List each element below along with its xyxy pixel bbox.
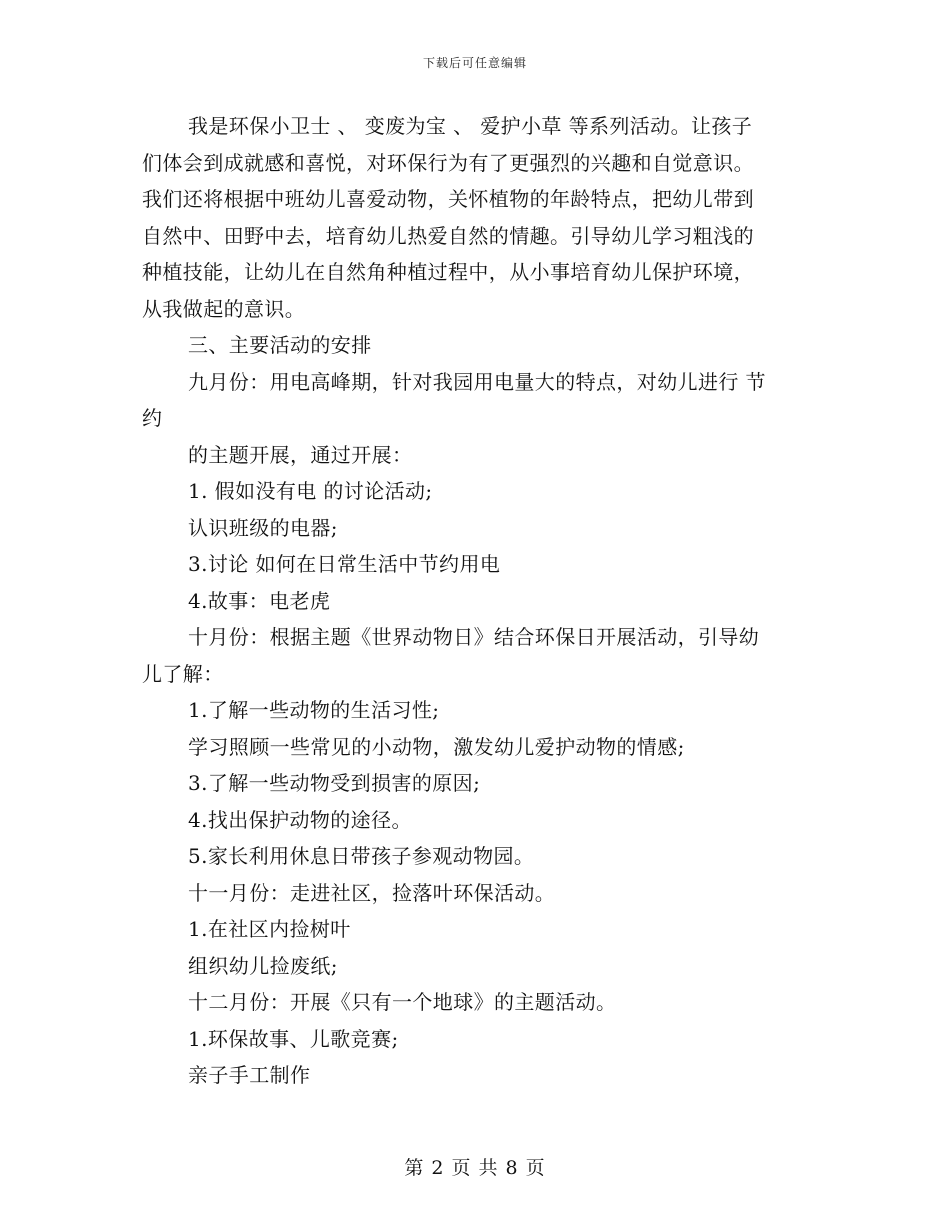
text-line: 学习照顾一些常见的小动物，激发幼儿爱护动物的情感; [188,734,685,759]
text-line: 4.故事：电老虎 [188,588,331,613]
text-line: 1.了解一些动物的生活习性; [188,698,440,722]
text-line: 种植技能，让幼儿在自然角种植过程中，从小事培育幼儿保护环境， [142,260,754,284]
page-number-footer: 第 2 页 共 8 页 [404,1157,546,1179]
text-line: 们体会到成就感和喜悦，对环保行为有了更强烈的兴趣和自觉意识。 [142,150,754,175]
text-line: 自然中、田野中去，培育幼儿热爱自然的情趣。引导幼儿学习粗浅的 [142,223,754,248]
text-line: 十二月份：开展《只有一个地球》的主题活动。 [188,990,617,1014]
text-line: 从我做起的意识。 [142,296,306,321]
text-line: 十月份：根据主题《世界动物日》结合环保日开展活动，引导幼 [188,625,760,649]
text-line: 儿了解： [142,661,224,686]
text-line: 十一月份：走进社区，捡落叶环保活动。 [188,880,556,905]
text-line: 我是环保小卫士 、 变废为宝 、 爱护小草 等系列活动。让孩子 [188,114,753,138]
text-line: 的主题开展，通过开展： [188,442,413,467]
text-line: 4.找出保护动物的途径。 [188,807,412,832]
page-header-note: 下载后可任意编辑 [422,56,527,70]
text-line: 亲子手工制作 [188,1063,311,1087]
text-line: 1.在社区内捡树叶 [188,917,351,941]
text-line: 3.讨论 如何在日常生活中节约用电 [188,552,501,576]
text-line: 三、主要活动的安排 [188,333,372,357]
text-line: 1. 假如没有电 的讨论活动; [188,479,433,503]
text-line: 3.了解一些动物受到损害的原因; [188,771,481,795]
text-line: 1.环保故事、儿歌竞赛; [188,1026,399,1051]
text-line: 约 [142,406,163,430]
text-line: 我们还将根据中班幼儿喜爱动物，关怀植物的年龄特点，把幼儿带到 [142,187,754,211]
text-line: 5.家长利用休息日带孩子参观动物园。 [188,844,535,868]
text-line: 组织幼儿捡废纸; [188,953,338,978]
text-line: 认识班级的电器; [188,515,338,540]
document-body [142,108,812,1094]
text-line: 九月份：用电高峰期，针对我园用电量大的特点，对幼儿进行 节 [188,369,766,394]
